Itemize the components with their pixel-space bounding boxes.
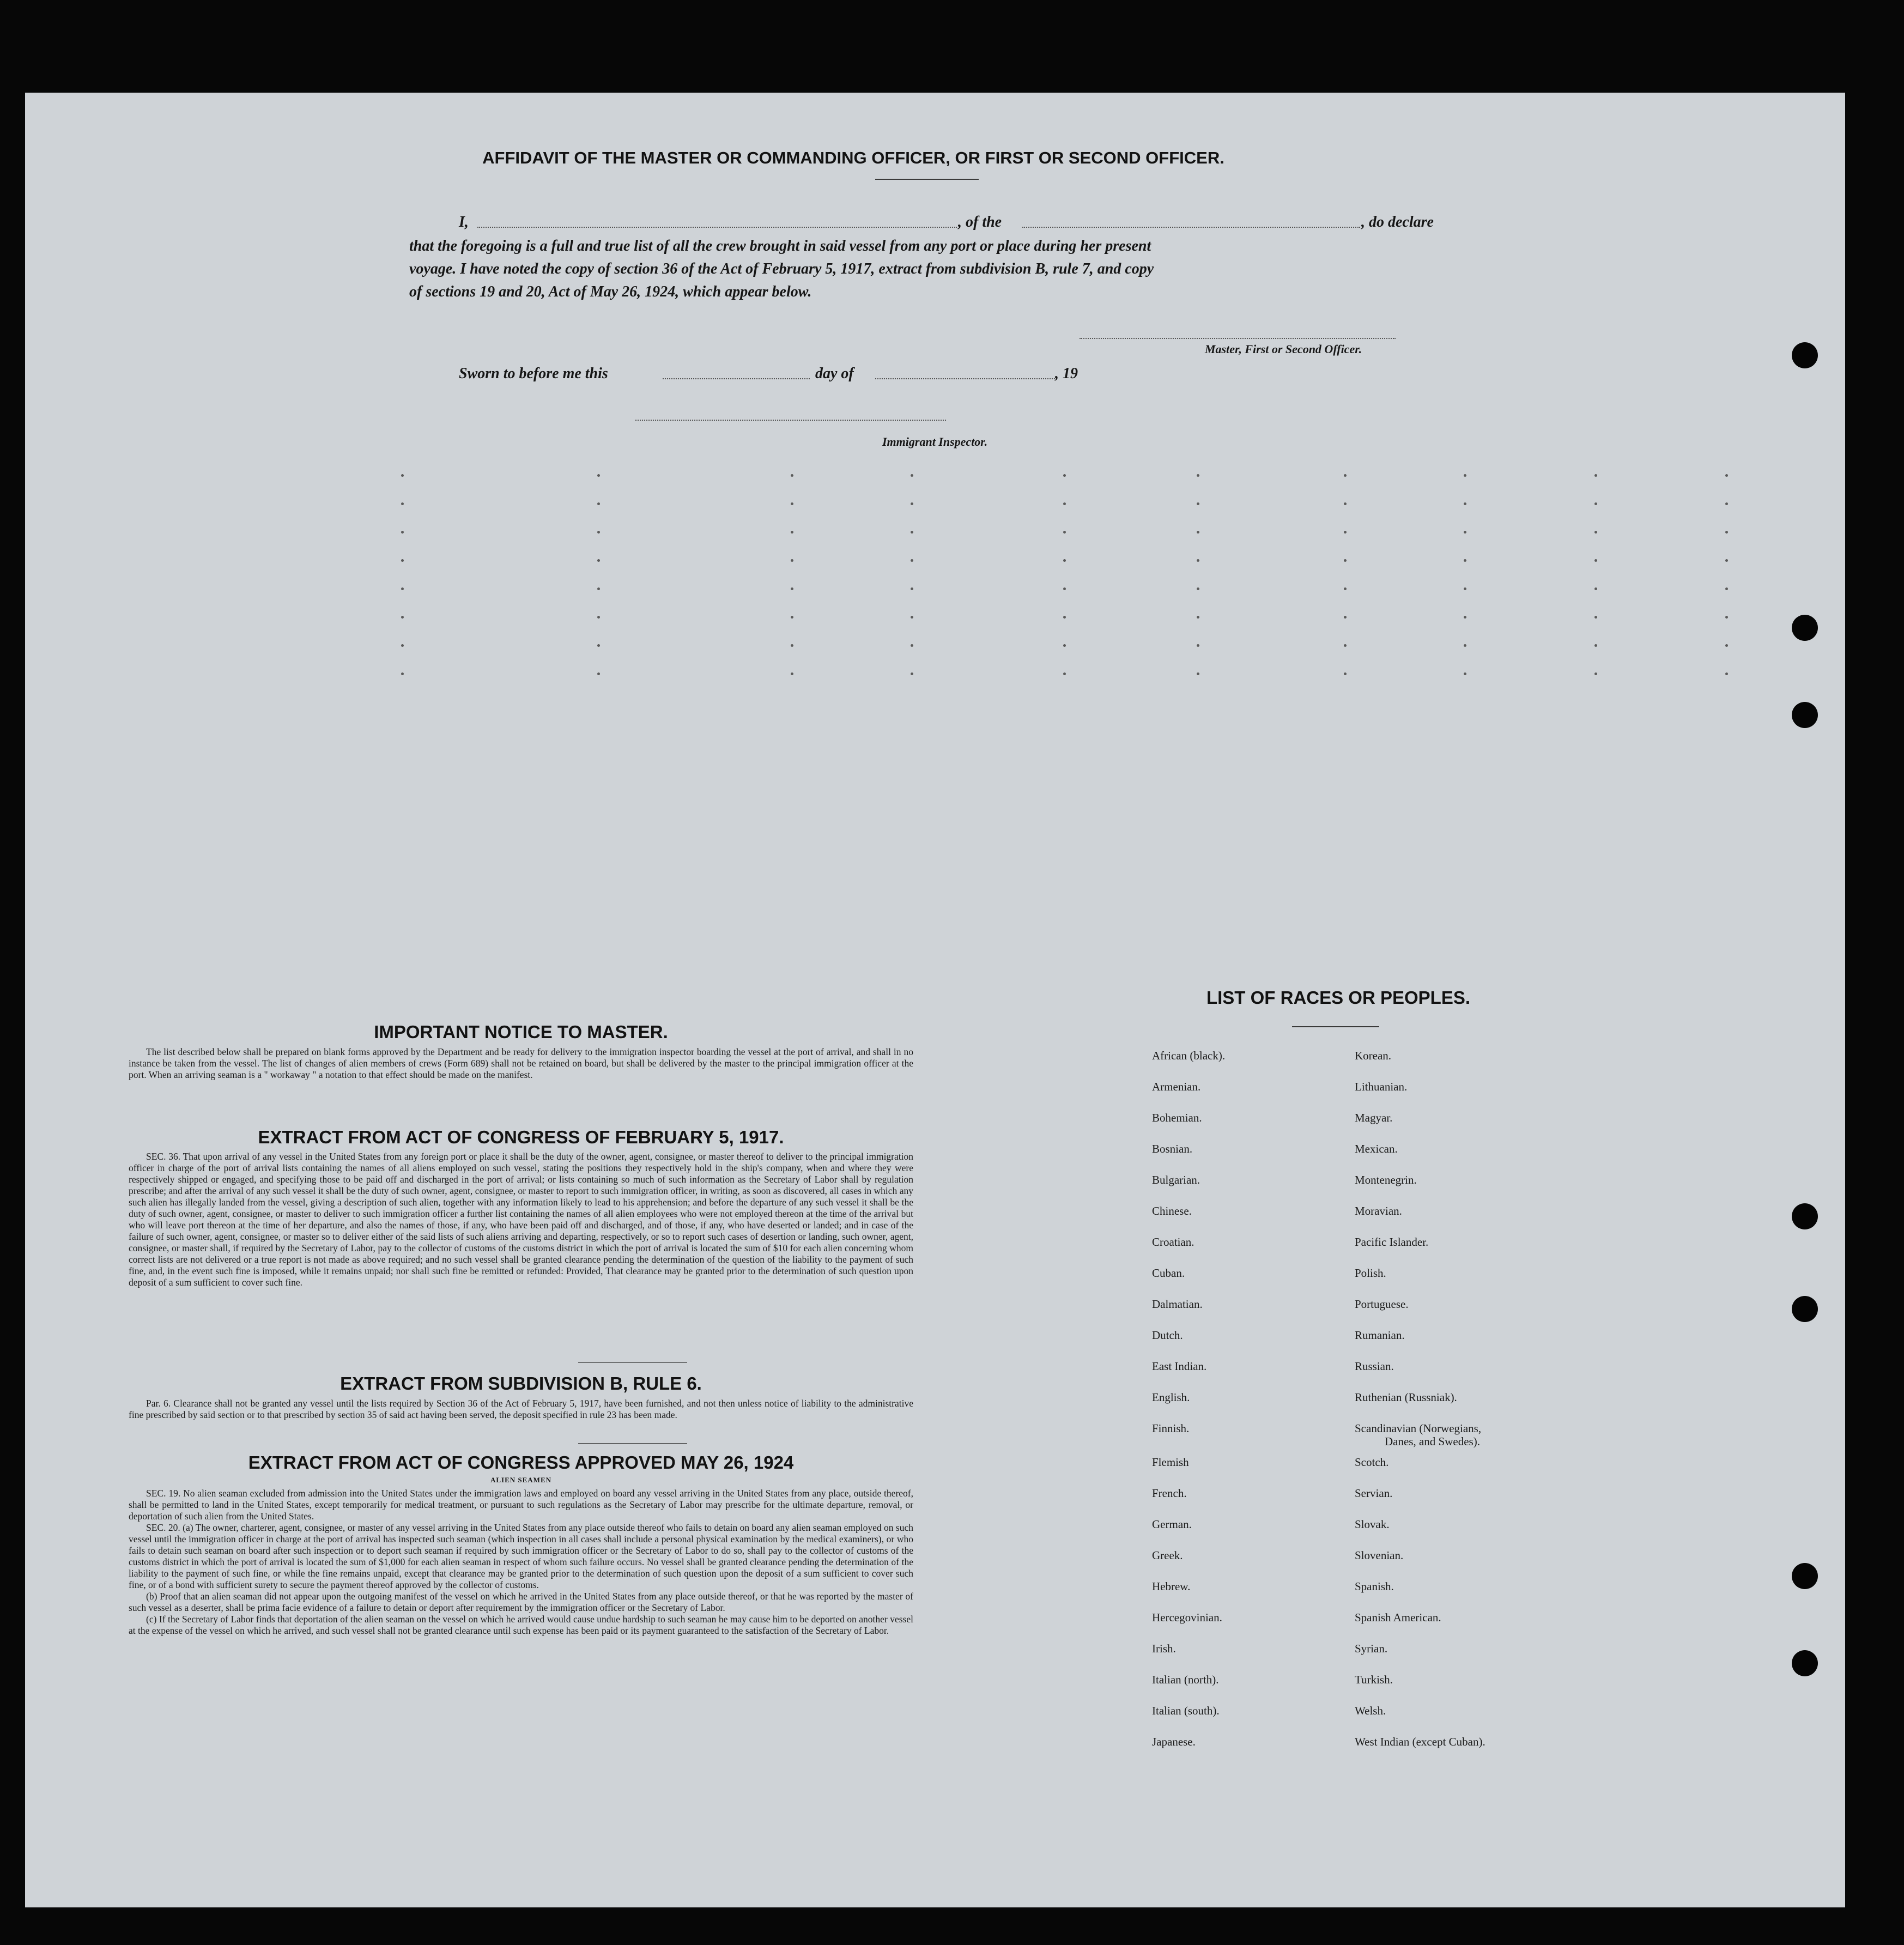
subdivision-body xyxy=(129,1398,913,1421)
race-item: Bulgarian. xyxy=(1152,1173,1200,1186)
affidavit-line-2: that the foregoing is a full and true list of all the crew brought in said vessel from any port or place during her present xyxy=(409,238,1151,255)
subdivision-title: EXTRACT FROM SUBDIVISION B, RULE 6. xyxy=(340,1373,702,1393)
race-item: Scotch. xyxy=(1355,1456,1389,1469)
faint-dot xyxy=(791,502,793,505)
faint-dot xyxy=(911,644,913,647)
races-rule xyxy=(1292,1026,1379,1027)
faint-dot xyxy=(1344,531,1347,534)
faint-dot xyxy=(1464,502,1466,505)
faint-dot xyxy=(1594,474,1597,477)
race-item: Korean. xyxy=(1355,1049,1392,1062)
of-the-label: , of the xyxy=(958,214,1002,231)
faint-dot xyxy=(1344,559,1347,562)
faint-dot xyxy=(911,616,913,619)
faint-dot xyxy=(597,502,600,505)
faint-dot xyxy=(597,559,600,562)
faint-dot xyxy=(1344,672,1347,675)
faint-dot xyxy=(1344,616,1347,619)
faint-dot xyxy=(1594,502,1597,505)
binder-hole xyxy=(1792,1296,1818,1322)
extract-1924-body xyxy=(129,1488,913,1637)
race-item: Dutch. xyxy=(1152,1329,1183,1342)
faint-dot xyxy=(597,587,600,590)
vessel-blank[interactable] xyxy=(1022,227,1360,228)
race-item: Italian (south). xyxy=(1152,1704,1220,1717)
race-item: Armenian. xyxy=(1152,1080,1201,1093)
race-item: Bosnian. xyxy=(1152,1142,1193,1155)
faint-dot xyxy=(911,559,913,562)
faint-dot xyxy=(597,531,600,534)
race-item: Hebrew. xyxy=(1152,1580,1191,1593)
extract-1917-body xyxy=(129,1151,913,1288)
faint-dot xyxy=(1594,672,1597,675)
race-item: Turkish. xyxy=(1355,1673,1393,1686)
year-label: , 19 xyxy=(1055,365,1078,382)
faint-dot xyxy=(911,672,913,675)
faint-dot xyxy=(401,587,404,590)
race-item-continuation: Danes, and Swedes). xyxy=(1385,1435,1480,1448)
faint-dot xyxy=(1197,644,1199,647)
race-item: Slovak. xyxy=(1355,1518,1390,1531)
faint-dot xyxy=(401,672,404,675)
race-item: Finnish. xyxy=(1152,1422,1190,1435)
faint-dot xyxy=(791,616,793,619)
faint-dot xyxy=(1197,474,1199,477)
extract-1924-title: EXTRACT FROM ACT OF CONGRESS APPROVED MAY 26, 1924 xyxy=(248,1452,794,1473)
sworn-label: Sworn to before me this xyxy=(459,365,608,382)
faint-dot xyxy=(597,644,600,647)
race-item: Greek. xyxy=(1152,1549,1183,1562)
race-item: Ruthenian (Russniak). xyxy=(1355,1391,1457,1404)
faint-dot xyxy=(1594,644,1597,647)
faint-dot xyxy=(1197,559,1199,562)
faint-dot xyxy=(791,587,793,590)
faint-dot xyxy=(1725,531,1728,534)
faint-dot xyxy=(1464,531,1466,534)
race-item: Polish. xyxy=(1355,1267,1386,1280)
faint-dot xyxy=(401,474,404,477)
master-signature-label: Master, First or Second Officer. xyxy=(1205,342,1362,356)
title-rule xyxy=(875,179,979,180)
faint-dot xyxy=(401,616,404,619)
do-declare-label: , do declare xyxy=(1361,214,1434,231)
race-item: Welsh. xyxy=(1355,1704,1386,1717)
par-6-paragraph: Par. 6. Clearance shall not be granted any vessel until the lists required by Section 36 of the Act of February 5, 1917, have been furnished, and not then unless notice of liability to the administrative fine prescribed by said section or to that prescribed by section 35 of said act having been served, the deposit specified in rule 23 has been made. xyxy=(129,1398,913,1420)
faint-dot xyxy=(1464,644,1466,647)
notice-title: IMPORTANT NOTICE TO MASTER. xyxy=(374,1022,668,1042)
race-item: Spanish. xyxy=(1355,1580,1394,1593)
race-item: Japanese. xyxy=(1152,1735,1196,1748)
race-item: Montenegrin. xyxy=(1355,1173,1417,1186)
notice-paragraph: The list described below shall be prepared on blank forms approved by the Department and be ready for delivery to the immigration inspector boarding the vessel at the port of arrival, and shall in no instance be taken from the vessel. The list of changes of alien members of crews (Form 689) shall not be retained on board, but shall be delivered by the master to the principal immigration officer at the port. When an arriving seaman is a " workaway " a notation to that effect should be made on the manifest. xyxy=(129,1046,913,1080)
day-of-label: day of xyxy=(815,365,854,382)
faint-dot xyxy=(597,672,600,675)
binder-hole xyxy=(1792,1650,1818,1676)
race-item: Rumanian. xyxy=(1355,1329,1405,1342)
faint-dot xyxy=(1594,559,1597,562)
faint-dot xyxy=(1344,474,1347,477)
race-item: Syrian. xyxy=(1355,1642,1388,1655)
affidavit-i-label: I, xyxy=(459,214,469,231)
extract-1917-title: EXTRACT FROM ACT OF CONGRESS OF FEBRUARY 5, 1917. xyxy=(258,1127,784,1147)
race-item: Slovenian. xyxy=(1355,1549,1404,1562)
faint-dot xyxy=(1464,672,1466,675)
faint-dot xyxy=(911,502,913,505)
race-item: Croatian. xyxy=(1152,1235,1194,1249)
inspector-signature-label: Immigrant Inspector. xyxy=(882,435,988,449)
race-item: Cuban. xyxy=(1152,1267,1185,1280)
race-item: Pacific Islander. xyxy=(1355,1235,1429,1249)
faint-dot xyxy=(1197,616,1199,619)
race-item: Servian. xyxy=(1355,1487,1393,1500)
day-blank[interactable] xyxy=(663,378,810,379)
races-title: LIST OF RACES OR PEOPLES. xyxy=(1206,987,1471,1008)
race-item: Spanish American. xyxy=(1355,1611,1441,1624)
faint-dot xyxy=(1464,474,1466,477)
faint-dot xyxy=(1197,502,1199,505)
faint-dot xyxy=(1063,644,1066,647)
faint-dot xyxy=(1197,672,1199,675)
race-item: Chinese. xyxy=(1152,1204,1192,1217)
race-item: Dalmatian. xyxy=(1152,1298,1203,1311)
binder-hole xyxy=(1792,1563,1818,1589)
faint-dot xyxy=(401,559,404,562)
faint-dot xyxy=(911,587,913,590)
faint-dot xyxy=(1594,616,1597,619)
race-item: Irish. xyxy=(1152,1642,1176,1655)
faint-dot xyxy=(1725,502,1728,505)
faint-dot xyxy=(791,644,793,647)
faint-dot xyxy=(1063,672,1066,675)
faint-dot xyxy=(597,616,600,619)
race-item: French. xyxy=(1152,1487,1187,1500)
binder-hole xyxy=(1792,342,1818,368)
faint-dot xyxy=(401,502,404,505)
faint-dot xyxy=(401,531,404,534)
race-item: Lithuanian. xyxy=(1355,1080,1408,1093)
inspector-signature-line[interactable] xyxy=(635,420,946,421)
faint-dot xyxy=(1725,474,1728,477)
faint-dot xyxy=(1594,531,1597,534)
faint-dot xyxy=(1464,559,1466,562)
document-sheet xyxy=(25,93,1845,1907)
faint-dot xyxy=(597,474,600,477)
faint-dot xyxy=(911,531,913,534)
faint-dot xyxy=(1725,587,1728,590)
race-item: Italian (north). xyxy=(1152,1673,1219,1686)
race-item: Moravian. xyxy=(1355,1204,1402,1217)
affidavit-line-4: of sections 19 and 20, Act of May 26, 1924, which appear below. xyxy=(409,283,812,300)
faint-dot xyxy=(791,531,793,534)
faint-dot xyxy=(1063,502,1066,505)
binder-hole xyxy=(1792,702,1818,728)
master-signature-line[interactable] xyxy=(1080,338,1396,339)
sec-36-paragraph: SEC. 36. That upon arrival of any vessel in the United States from any foreign port or place it shall be the duty of the owner, agent, consignee, or master thereof to deliver to the principal immigration officer in charge of the port of arrival lists containing the names of all aliens employed on such vessel, stating the positions they respectively hold in the ship's company, when and where they were respectively shipped or engaged, and specifying those to be paid off and discharged in the port of arrival; or lists containing so much of such information as the Secretary of Labor shall by regulation prescribe; and after the arrival of any such vessel it shall be the duty of such owner, agent, consignee, or master to report to such immigration officer, in writing, as soon as discovered, all cases in which any such alien has illegally landed from the vessel, giving a description of such alien, together with any information likely to lead to his apprehension; and before the departure of any such vessel it shall be the duty of such owner, agent, consignee, or master to deliver to such immigration officer a further list containing the names of all alien employees who were not employed thereon at the time of the arrival but who will leave port thereon at the time of her departure, and also the names of those, if any, who have been paid off and discharged, and of those, if any, who have deserted or landed; and in case of the failure of such owner, agent, consignee, or master so to deliver either of the said lists of such aliens arriving and departing, respectively, or so to report such cases of desertion or landing, such owner, agent, consignee, or master shall, if required by the Secretary of Labor, pay to the collector of customs of the customs district in which the port of arrival is located the sum of $10 for each alien concerning whom correct lists are not delivered or a true report is not made as above required; and no such vessel shall be granted clearance pending the determination of the question of the liability to the payment of such fine, and, in the event such fine is imposed, while it remains unpaid; nor shall such fine be remitted or refunded: Provided, That clearance may be granted prior to the determination of such question upon deposit of a sum sufficient to cover such fine. xyxy=(129,1151,913,1288)
race-item: Hercegovinian. xyxy=(1152,1611,1222,1624)
faint-dot xyxy=(1344,587,1347,590)
notice-body xyxy=(129,1046,913,1081)
month-blank[interactable] xyxy=(875,378,1055,379)
faint-dot xyxy=(911,474,913,477)
race-item: Mexican. xyxy=(1355,1142,1398,1155)
faint-dot xyxy=(1344,644,1347,647)
race-item: Russian. xyxy=(1355,1360,1394,1373)
binder-hole xyxy=(1792,1203,1818,1229)
alien-seamen-subtitle: ALIEN SEAMEN xyxy=(490,1476,552,1484)
faint-dot xyxy=(401,644,404,647)
race-item: African (black). xyxy=(1152,1049,1226,1062)
faint-dot xyxy=(791,672,793,675)
faint-dot xyxy=(1725,616,1728,619)
race-item: Bohemian. xyxy=(1152,1111,1202,1124)
faint-dot xyxy=(1725,672,1728,675)
race-item: Portuguese. xyxy=(1355,1298,1409,1311)
faint-dot xyxy=(1063,587,1066,590)
faint-dot xyxy=(1725,559,1728,562)
race-item: Flemish xyxy=(1152,1456,1189,1469)
section-rule-1 xyxy=(578,1362,687,1363)
faint-dot xyxy=(1594,587,1597,590)
faint-dot xyxy=(791,559,793,562)
sec-20a-paragraph: SEC. 20. (a) The owner, charterer, agent, consignee, or master of any vessel arriving in the United States from any place outside thereof who fails to detain on board any alien seaman employed on such vessel until the immigration officer in charge at the port of arrival has inspected such seaman (which inspection in all cases shall include a personal physical examination by the medical examiners), or who fails to detain such seaman on board after such inspection or to deport such seaman if required by such immigration officer or the Secretary of Labor to do so, shall pay to the collector of customs of the customs district in which the port of arrival is located the sum of $1,000 for each alien seaman in respect of whom such failure occurs. No vessel shall be granted clearance pending the determination of the liability to the payment of such fine, or while the fine remains unpaid, except that clearance may be granted prior to the determination of such question upon the deposit of a sum sufficient to cover such fine, or of a bond with sufficient surety to secure the payment thereof approved by the collector of customs. xyxy=(129,1522,913,1590)
faint-dot xyxy=(791,474,793,477)
section-rule-2 xyxy=(578,1443,687,1444)
sec-20c-paragraph: (c) If the Secretary of Labor finds that deportation of the alien seaman on the vessel on which he arrived would cause undue hardship to such seaman he may cause him to be deported on another vessel at the expense of the vessel on which he arrived, and such vessel shall not be granted clearance until such expense has been paid or its payment guaranteed to the satisfaction of the Secretary of Labor. xyxy=(129,1614,913,1636)
race-item: German. xyxy=(1152,1518,1192,1531)
race-item: English. xyxy=(1152,1391,1190,1404)
faint-dot xyxy=(1464,616,1466,619)
name-blank[interactable] xyxy=(477,227,957,228)
affidavit-line-3: voyage. I have noted the copy of section 36 of the Act of February 5, 1917, extract from subdivision B, rule 7, and copy xyxy=(409,260,1154,277)
race-item: Scandinavian (Norwegians, xyxy=(1355,1422,1482,1435)
faint-dot xyxy=(1063,616,1066,619)
faint-dot xyxy=(1197,587,1199,590)
faint-dot xyxy=(1063,559,1066,562)
sec-19-paragraph: SEC. 19. No alien seaman excluded from admission into the United States under the immigration laws and employed on board any vessel arriving in the United States from any place, outside thereof, shall be permitted to land in the United States, except temporarily for medical treatment, or pursuant to such regulations as the Secretary of Labor may prescribe for the ultimate departure, removal, or deportation of such alien from the United States. xyxy=(129,1488,913,1522)
sec-20b-paragraph: (b) Proof that an alien seaman did not appear upon the outgoing manifest of the vessel on which he arrived in the United States from any place outside thereof, or that he was reported by the master of such vessel as a deserter, shall be prima facie evidence of a failure to detain or deport after requirement by the immigration officer or the Secretary of Labor. xyxy=(129,1591,913,1613)
faint-dot xyxy=(1063,531,1066,534)
affidavit-title: AFFIDAVIT OF THE MASTER OR COMMANDING OFFICER, OR FIRST OR SECOND OFFICER. xyxy=(482,148,1224,167)
binder-hole xyxy=(1792,615,1818,641)
faint-dot xyxy=(1725,644,1728,647)
race-item: East Indian. xyxy=(1152,1360,1207,1373)
race-item: Magyar. xyxy=(1355,1111,1393,1124)
faint-dot xyxy=(1197,531,1199,534)
faint-dot xyxy=(1344,502,1347,505)
race-item: West Indian (except Cuban). xyxy=(1355,1735,1485,1748)
faint-dot xyxy=(1063,474,1066,477)
faint-dot xyxy=(1464,587,1466,590)
